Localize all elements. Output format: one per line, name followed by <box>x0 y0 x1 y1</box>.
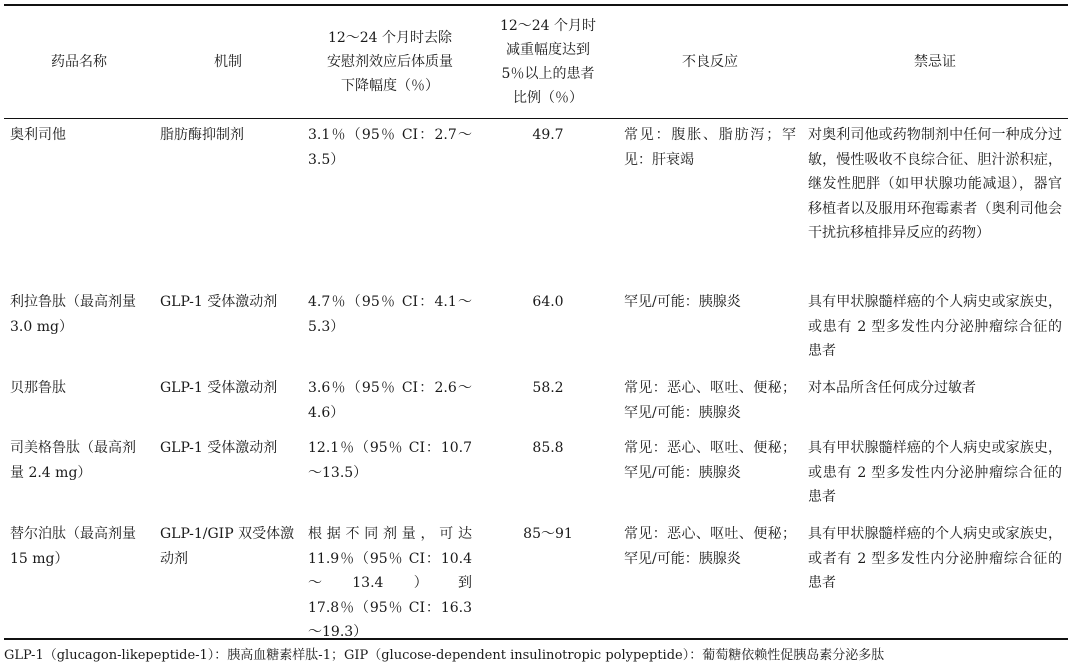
adverse-effects-cell: 罕见/可能：胰腺炎 <box>624 294 741 310</box>
weight-loss-cell: 4.7％（95％ CI：4.1～5.3） <box>308 294 472 335</box>
drug-name-cell: 司美格鲁肽（最高剂量 2.4 mg） <box>10 440 136 481</box>
table-row <box>4 431 1068 517</box>
drug-name-cell: 利拉鲁肽（最高剂量 3.0 mg） <box>10 294 136 335</box>
weight-loss-cell: 3.6％（95％ CI：2.6～4.6） <box>308 380 472 421</box>
table-footnote: GLP-1（glucagon-likepeptide-1）：胰高血糖素样肽-1；GIP（glucose-dependent insulinotropic polypeptide）：葡萄糖依赖性促胰岛素分泌多肽 <box>4 648 885 663</box>
table-row <box>4 285 1068 371</box>
drug-table <box>4 6 1068 648</box>
header-contraindications: 禁忌证 <box>914 54 956 70</box>
mechanism-cell: GLP-1 受体激动剂 <box>160 440 278 456</box>
response-rate-cell: 49.7 <box>532 127 564 143</box>
mechanism-cell: GLP-1/GIP 双受体激动剂 <box>160 526 295 567</box>
header-drug-name: 药品名称 <box>51 54 107 70</box>
table-row <box>4 118 1068 285</box>
contraindications-cell: 具有甲状腺髓样癌的个人病史或家族史，或患有 2 型多发性内分泌肿瘤综合征的患者 <box>808 294 1062 359</box>
header-weight-loss: 12～24 个月时去除 安慰剂效应后体质量 下降幅度（％） <box>327 30 453 94</box>
adverse-effects-cell: 常见：恶心、呕吐、便秘；罕见/可能：胰腺炎 <box>624 380 796 421</box>
mechanism-cell: GLP-1 受体激动剂 <box>160 380 278 396</box>
adverse-effects-cell: 常见：恶心、呕吐、便秘；罕见/可能：胰腺炎 <box>624 526 796 567</box>
contraindications-cell: 具有甲状腺髓样癌的个人病史或家族史，或者有 2 型多发性内分泌肿瘤综合征的患者 <box>808 526 1062 591</box>
contraindications-cell: 对本品所含任何成分过敏者 <box>808 380 976 396</box>
contraindications-cell: 对奥利司他或药物制剂中任何一种成分过敏，慢性吸收不良综合征、胆汁淤积症，继发性肥胖（如甲状腺功能减退），器官移植者以及服用环孢霉素者（奥利司他会干扰抗移植排异反应的药物） <box>808 127 1062 241</box>
mechanism-cell: GLP-1 受体激动剂 <box>160 294 278 310</box>
weight-loss-cell: 根据不同剂量，可达 11.9％（95％ CI：10.4～13.4）到 17.8％（95％ CI：16.3～19.3） <box>308 526 472 640</box>
drug-name-cell: 奥利司他 <box>10 127 66 143</box>
weight-loss-cell: 3.1％（95％ CI：2.7～3.5） <box>308 127 472 168</box>
contraindications-cell: 具有甲状腺髓样癌的个人病史或家族史，或患有 2 型多发性内分泌肿瘤综合征的患者 <box>808 440 1062 505</box>
header-mechanism: 机制 <box>214 54 242 70</box>
header-response-rate: 12～24 个月时 减重幅度达到 5％以上的患者 比例（％） <box>499 18 597 106</box>
header-adverse-effects: 不良反应 <box>682 54 738 70</box>
mechanism-cell: 脂肪酶抑制剂 <box>160 127 244 143</box>
adverse-effects-cell: 常见：腹胀、脂肪泻；罕见：肝衰竭 <box>624 127 796 168</box>
response-rate-cell: 58.2 <box>532 380 564 396</box>
response-rate-cell: 85～91 <box>523 526 573 542</box>
response-rate-cell: 64.0 <box>532 294 564 310</box>
adverse-effects-cell: 常见：恶心、呕吐、便秘；罕见/可能：胰腺炎 <box>624 440 796 481</box>
weight-loss-cell: 12.1％（95％ CI：10.7～13.5） <box>308 440 472 481</box>
table-row <box>4 517 1068 648</box>
response-rate-cell: 85.8 <box>532 440 564 456</box>
table-header-row <box>4 6 1068 118</box>
drug-name-cell: 贝那鲁肽 <box>10 380 66 396</box>
table-row <box>4 371 1068 431</box>
drug-name-cell: 替尔泊肽（最高剂量 15 mg） <box>10 526 136 567</box>
